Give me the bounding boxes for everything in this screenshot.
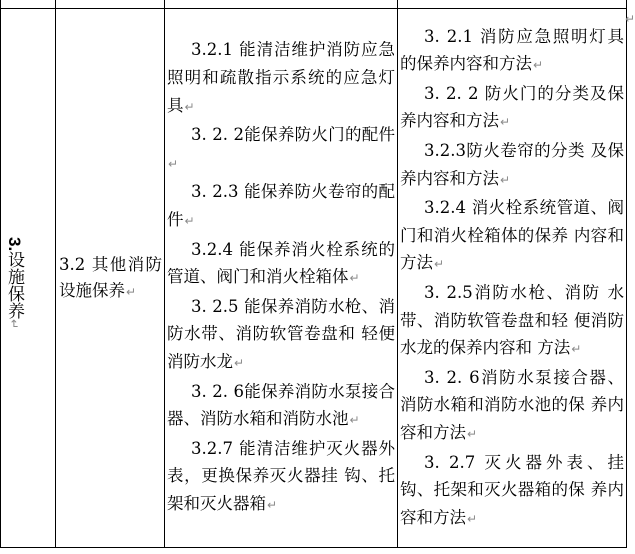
paragraph-mark: ↵ [500,115,511,130]
paragraph-mark: ↵ [349,271,360,286]
knowledge-text: 3. 2. 2 防火门的分类及保养内容和方法 [400,83,624,131]
skills-cell [165,9,398,548]
knowledge-item [400,194,624,279]
knowledge-text: 3. 2.5消防水枪、消防 水带、消防软管卷盘和轻 便消防水龙的保养内容和 方法 [400,283,624,358]
knowledge-list [398,23,626,534]
skill-item [167,378,395,435]
skill-item [167,121,395,178]
paragraph-mark: ↵ [571,342,582,357]
paragraph-mark: ↵ [168,156,179,171]
paragraph-mark: ↵ [234,355,245,370]
skill-item [167,178,395,235]
knowledge-text: 3.2.3防火卷帘的分类 及保养内容和方法 [400,141,624,188]
skill-text: 3. 2. 6能保养消防水泵接合器、消防水箱和消防水池 [167,381,395,429]
skill-item [167,435,395,520]
paragraph-mark: ↵ [349,413,360,428]
paragraph-mark: ↵ [467,426,478,441]
skills-list [165,36,397,519]
knowledge-item [400,449,624,534]
table-top-row [1,0,627,9]
knowledge-text: 3. 2. 6消防水泵接合器、消防水箱和消防水池的保 养内容和方法 [400,367,624,442]
skill-text: 3.2.4 能保养消火栓系统的管道、阀门和消火栓箱体 [167,239,395,287]
paragraph-mark: ↵ [467,511,478,526]
knowledge-item [400,364,624,449]
subcategory-text: 3.2 其他消防设施保养 [59,254,162,300]
top-cell-knowledge [398,0,627,9]
paragraph-mark: ↵ [267,497,278,512]
cell-end-mark: ↵ [7,319,21,330]
skill-item [167,293,395,378]
subcategory-label [56,252,164,305]
paragraph-mark: ↵ [184,99,195,114]
skill-item [167,36,395,121]
top-cell-skills [165,0,398,9]
category-label [3,237,25,329]
row-end-mark: ↵ [624,12,635,26]
paragraph-mark: ↵ [126,284,137,299]
category-cell [1,9,56,548]
skill-item [167,236,395,293]
paragraph-mark: ↵ [434,257,445,272]
table-row [1,9,627,548]
top-cell-subcategory [56,0,165,9]
knowledge-item [400,137,624,194]
skill-text: 3. 2.3 能保养防火卷帘的配件 [167,182,395,230]
knowledge-text: 3. 2.7 灭火器外表、挂钩、托架和灭火器箱的保 养内容和方法 [400,452,624,527]
paragraph-mark: ↵ [184,214,195,229]
knowledge-cell [398,9,627,548]
knowledge-item [400,23,624,80]
knowledge-text: 3.2.4 消火栓系统管道、阀门和消火栓箱体的保养 内容和方法 [400,198,624,273]
top-cell-category [1,0,56,9]
skill-text: 3. 2.5 能保养消防水枪、消防水带、消防软管卷盘和 轻便消防水龙 [167,296,395,371]
subcategory-cell [56,9,165,548]
knowledge-text: 3. 2.1 消防应急照明灯具的保养内容和方法 [400,26,624,74]
category-text: 设施保养 [4,251,24,320]
skill-text: 3.2.7 能清洁维护灭火器外表，更换保养灭火器挂 钩、托架和灭火器箱 [167,438,395,513]
paragraph-mark: ↵ [533,58,544,73]
knowledge-item [400,279,624,364]
skill-text: 3.2.1 能清洁维护消防应急照明和疏散指示系统的应急灯具 [167,40,395,115]
category-number: 3. [5,237,24,252]
skill-text: 3. 2. 2能保养防火门的配件 [191,125,395,145]
knowledge-item [400,80,624,137]
paragraph-mark: ↵ [500,172,511,187]
